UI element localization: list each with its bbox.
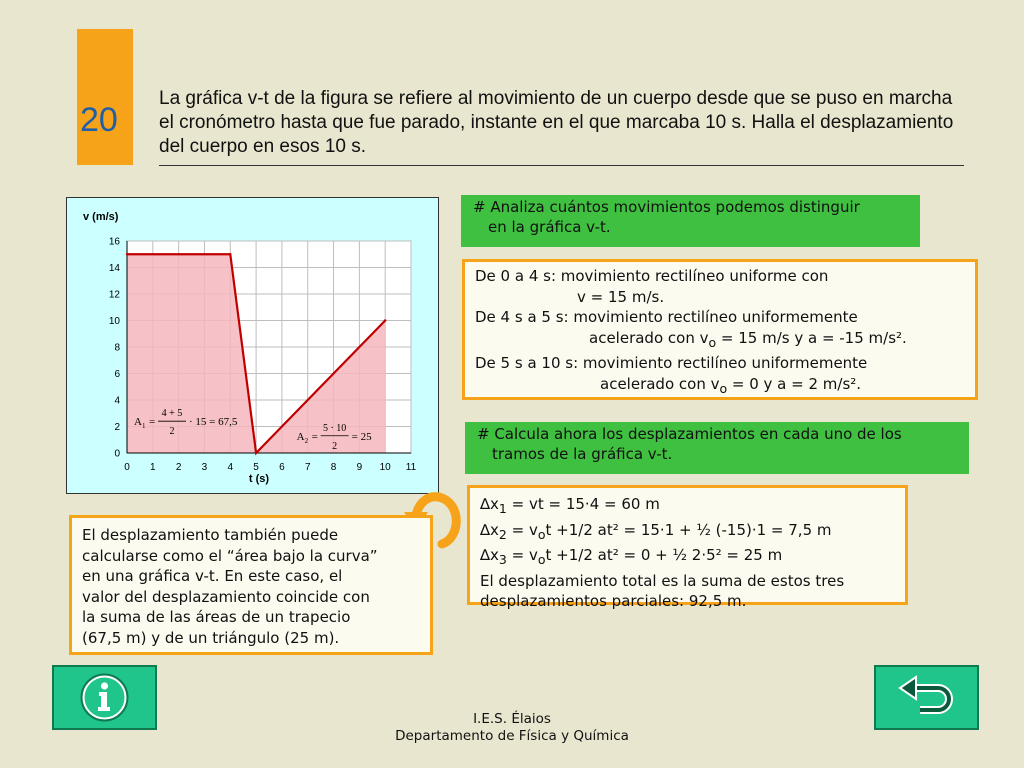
x-tick-label: 6 (279, 462, 285, 473)
y-tick-label: 2 (114, 422, 120, 433)
area-annotation-numerator: 4 + 5 (161, 408, 183, 420)
area-note-line3: en una gráfica v-t. En este caso, el (82, 567, 343, 585)
area-annotation-sub: 2 (304, 436, 309, 445)
slide-number: 20 (80, 101, 118, 139)
movement-1-line: De 0 a 4 s: movimiento rectilíneo uniforme con (475, 267, 829, 285)
area-annotation-name: A (134, 416, 142, 429)
title-divider (159, 165, 964, 166)
area-annotation-denominator: 2 (169, 426, 175, 438)
data-point (229, 253, 231, 255)
footer-school: I.E.S. Élaios (473, 711, 551, 727)
area-note-line5: la suma de las áreas de un trapecio (82, 608, 351, 626)
calc-total-line1: El desplazamiento total es la suma de estos tres (480, 571, 845, 590)
movement-2-params: acelerado con $v_o = 15$ m/s y a = -15 m/s². (589, 328, 907, 350)
area-note-line4: valor del desplazamiento coincide con (82, 587, 370, 606)
movement-3-params: acelerado con $v_o = 0$ y a = 2 m/s². (600, 374, 862, 396)
area-annotation-equals: = (149, 416, 156, 429)
x-axis-label: t (s) (248, 473, 270, 485)
problem-statement: La gráfica v-t de la figura se refiere al movimiento de un cuerpo desde que se puso en marcha el cronómetro hasta que fue parado, instante en el que marcaba 10 s. Halla el desplazamiento del cuerpo en esos 10 s. (159, 88, 954, 157)
area-note-box (69, 515, 433, 655)
x-tick-label: 4 (227, 462, 234, 473)
y-tick-label: 6 (114, 369, 120, 380)
instruction-analyze (461, 195, 920, 247)
instruction-calculate (465, 422, 969, 474)
y-tick-label: 4 (114, 395, 120, 407)
info-icon (54, 667, 155, 728)
area-annotation-name: A (296, 430, 305, 443)
movement-2-line: De 4 s a 5 s: movimiento rectilíneo uniformemente (475, 308, 858, 326)
footer-department: Departamento de Física y Química (395, 728, 629, 744)
x-tick-label: 2 (175, 462, 182, 473)
y-tick-label: 12 (108, 289, 120, 301)
area-note-line2: calcularse como el “área bajo la curva” (82, 546, 378, 565)
return-arrow-icon (876, 667, 977, 728)
y-tick-label: 10 (108, 316, 120, 327)
calc-total-line2: desplazamientos parciales: 92,5 m. (480, 592, 747, 610)
calc-x2: $\Delta x_2 = v_ot +1/2$ at² = 15·1 + ½ (-15)·1 = 7,5 m (480, 520, 832, 542)
y-axis-label: v (m/s) (83, 211, 119, 223)
vt-chart-svg (67, 198, 438, 493)
x-tick-label: 1 (150, 462, 156, 473)
area-annotation-sub: 1 (142, 422, 146, 431)
y-tick-label: 8 (114, 342, 120, 354)
calculations-box (467, 485, 908, 610)
x-tick-label: 5 (253, 462, 259, 473)
x-tick-label: 3 (201, 462, 208, 473)
back-button[interactable] (874, 665, 979, 730)
instruction-analyze-line2: en la gráfica v-t. (488, 218, 611, 236)
area-annotation-denominator: 2 (332, 440, 338, 452)
area-annotation-equals: = (311, 430, 318, 443)
vt-chart (66, 197, 439, 494)
x-tick-label: 11 (405, 462, 417, 473)
slide-number-badge (77, 29, 133, 165)
movement-3-line: De 5 s a 10 s: movimiento rectilíneo uniformemente (475, 354, 868, 372)
x-tick-label: 9 (356, 462, 363, 473)
instruction-calculate-line1: # Calcula ahora los desplazamientos en cada uno de los (477, 425, 902, 443)
area-annotation-result: = 25 (351, 430, 372, 443)
footer (362, 711, 662, 745)
movements-box (462, 259, 978, 400)
x-tick-label: 0 (124, 462, 130, 473)
calc-x3: $\Delta x_3 = v_ot +1/2$ at² = 0 + ½ 2·5² = 25 m (480, 546, 783, 567)
area-annotation-result: · 15 = 67,5 (189, 416, 238, 429)
data-point (384, 319, 386, 321)
data-point (126, 253, 128, 255)
info-button[interactable] (52, 665, 157, 730)
instruction-analyze-line1: # Analiza cuántos movimientos podemos distinguir (473, 198, 860, 216)
x-tick-label: 7 (304, 462, 311, 473)
y-tick-label: 0 (114, 448, 120, 460)
area-annotation-numerator: 5 · 10 (322, 422, 347, 434)
y-tick-label: 14 (108, 263, 120, 274)
calc-x1: $\Delta x_1$ = vt = 15·4 = 60 m (480, 495, 660, 516)
area-note-line6: (67,5 m) y de un triángulo (25 m). (82, 628, 340, 647)
x-tick-label: 8 (330, 462, 337, 473)
y-tick-label: 16 (108, 236, 120, 248)
movement-1-velocity: v = 15 m/s. (577, 287, 665, 306)
area-note-line1: El desplazamiento también puede (82, 526, 339, 544)
instruction-calculate-line2: tramos de la gráfica v-t. (492, 445, 673, 463)
data-point (255, 452, 257, 454)
x-tick-label: 10 (379, 462, 391, 473)
